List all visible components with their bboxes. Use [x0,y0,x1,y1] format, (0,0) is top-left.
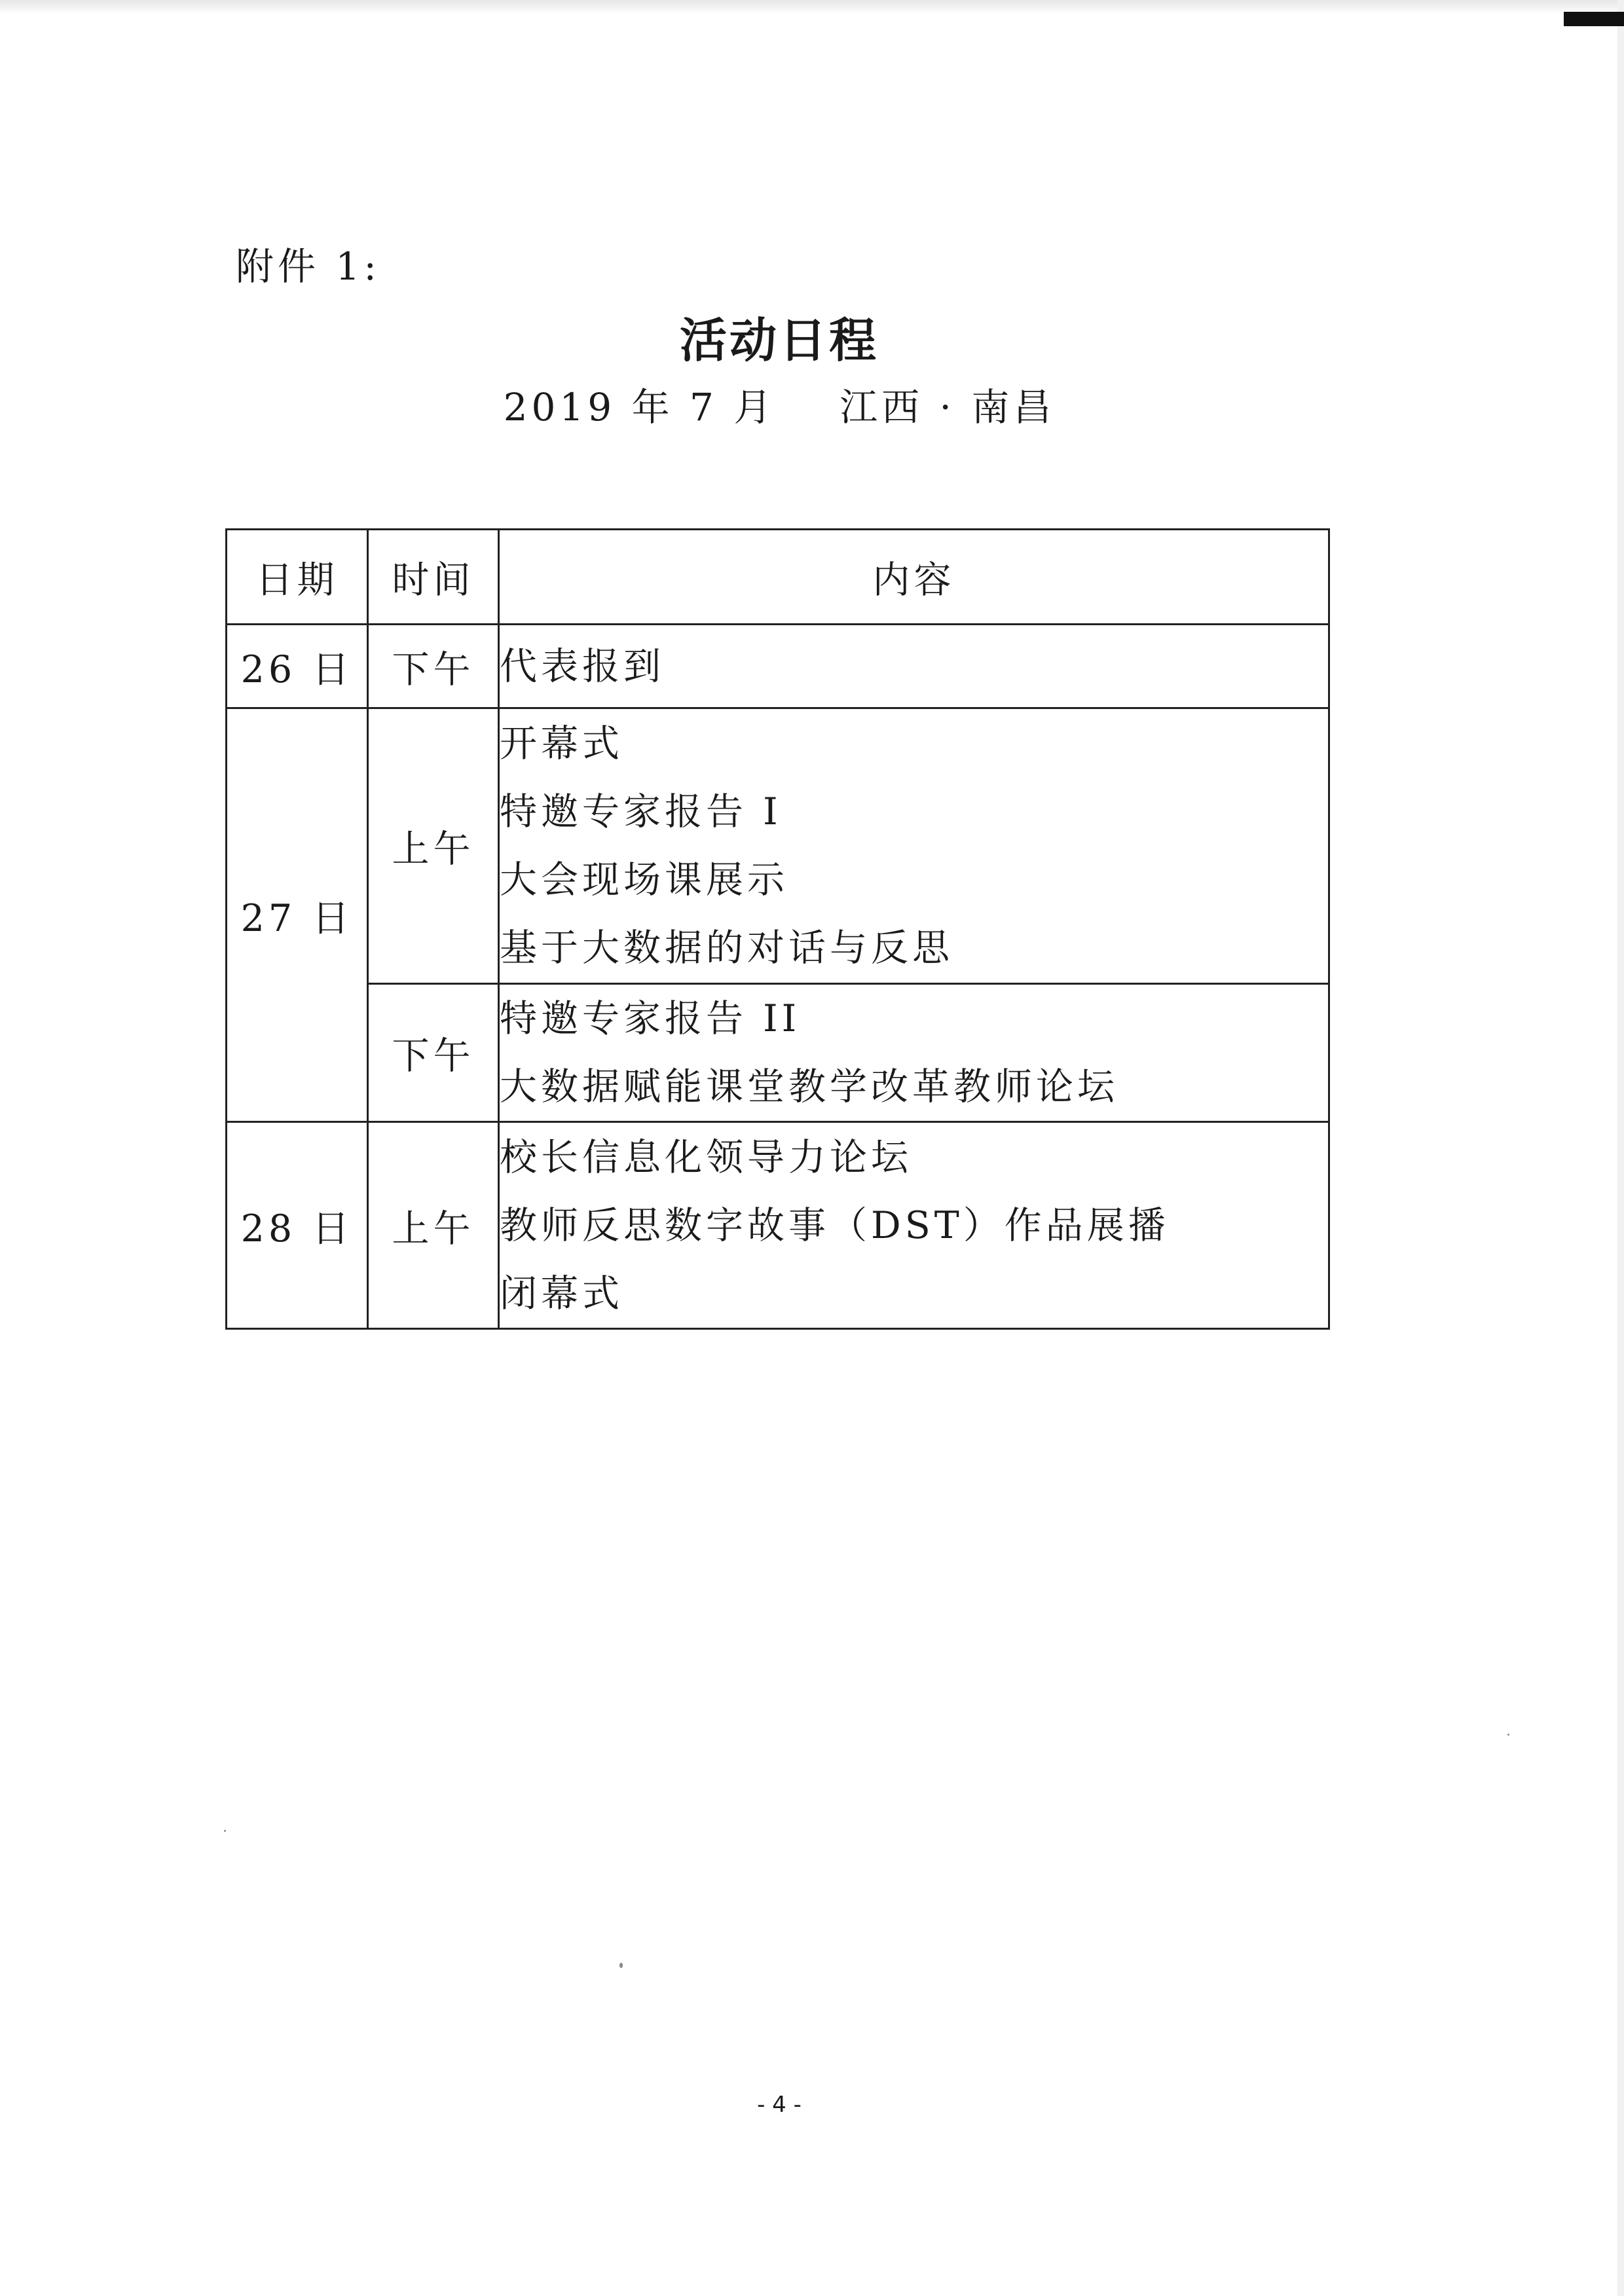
scan-edge-top [0,0,1624,14]
document-subtitle: 2019 年 7 月 江西 · 南昌 [503,385,1056,429]
content-cell [499,625,1329,708]
time-cell: 下午 [368,625,499,708]
content-cell [499,1122,1329,1329]
scan-speck [224,1830,226,1832]
content-item: 开幕式 [500,722,623,765]
content-item: 教师反思数字故事（DST）作品展播 [500,1203,1170,1247]
scan-speck [1507,1734,1509,1736]
attachment-label: 附件 1: [236,244,380,289]
date-cell: 27 日 [227,708,368,1122]
date-cell: 28 日 [227,1122,368,1329]
table-row [227,1122,1329,1329]
table-row [227,625,1329,708]
scan-edge-right [1617,0,1624,2296]
content-item: 基于大数据的对话与反思 [500,926,953,970]
content-item: 大会现场课展示 [500,858,788,902]
time-cell: 上午 [368,708,499,984]
header-content: 内容 [499,530,1329,625]
content-cell [499,984,1329,1122]
content-item: 闭幕式 [500,1271,623,1315]
content-item: 代表报到 [500,644,665,688]
content-item: 特邀专家报告 I [500,790,782,833]
content-cell [499,708,1329,984]
table-row [227,984,1329,1122]
content-item: 大数据赋能课堂教学改革教师论坛 [500,1065,1118,1108]
schedule-table [225,528,1330,1330]
scan-corner-mark [1564,12,1624,26]
header-time: 时间 [368,530,499,625]
page-number: - 4 - [757,2092,802,2118]
date-cell: 26 日 [227,625,368,708]
document-title: 活动日程 [679,312,879,368]
time-cell: 上午 [368,1122,499,1329]
table-header-row [227,530,1329,625]
time-cell: 下午 [368,984,499,1122]
table-row [227,708,1329,984]
header-date: 日期 [227,530,368,625]
content-item: 特邀专家报告 II [500,997,801,1040]
content-item: 校长信息化领导力论坛 [500,1135,912,1179]
scan-speck [619,1963,623,1968]
